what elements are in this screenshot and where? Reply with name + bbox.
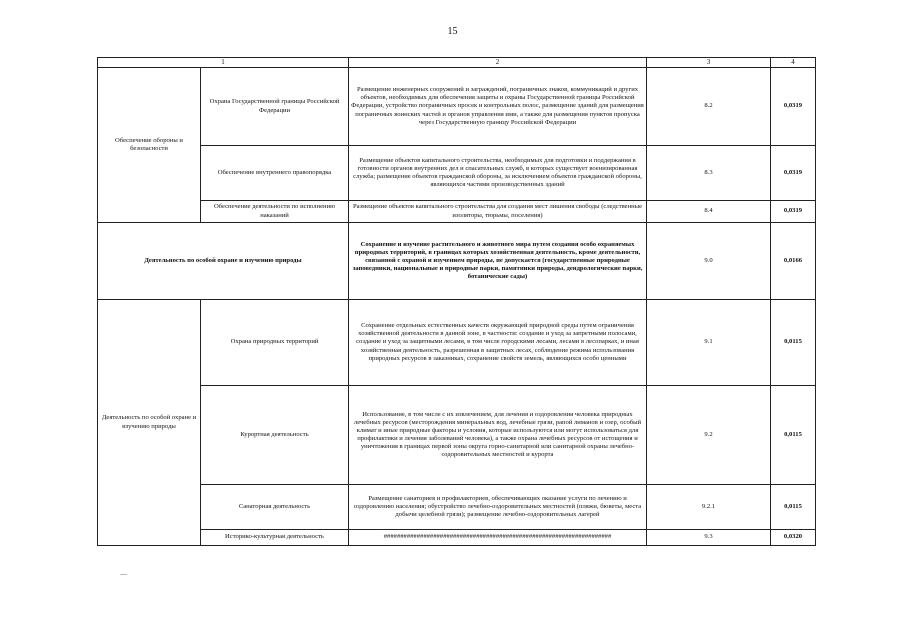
- coefficient-cell: 0,0319: [771, 68, 816, 146]
- coefficient-cell: 0,0319: [771, 201, 816, 223]
- code-cell: 8.2: [647, 68, 771, 146]
- table-row: [98, 146, 816, 201]
- header-col-3: 3: [647, 58, 771, 68]
- description-cell: Размещение объектов капитального строительства, необходимых для подготовки и поддержания в готовности органов внутренних дел и спасательных служб, в которых существует военизированная служба; размещение объектов гражданской обороны, за исключением объектов гражданской обороны, являющихся частями производственных зданий: [349, 146, 647, 201]
- coefficient-cell: 0,0115: [771, 300, 816, 386]
- header-col-4: 4: [771, 58, 816, 68]
- header-row: [98, 58, 816, 68]
- code-cell: 9.2: [647, 386, 771, 485]
- coefficient-cell: 0,0115: [771, 485, 816, 530]
- description-cell: Использование, в том числе с их извлечением, для лечения и оздоровления человека природных лечебных ресурсов (месторождения минеральных вод, лечебные грязи, рапой лиманов и озер, особый климат и иные природные факторы и условия, которые используются или могут использоваться для профилактики и лечения заболеваний человека), а также охрана лечебных ресурсов от истощения и уничтожения в границах первой зоны округа горно-санитарной или санитарной охраны лечебно-оздоровительных местностей и курорта: [349, 386, 647, 485]
- description-cell: #####################################################################: [349, 530, 647, 546]
- header-col-1: 1: [98, 58, 349, 68]
- coefficient-cell: 0,0320: [771, 530, 816, 546]
- subcategory-cell: Историко-культурная деятельность: [201, 530, 349, 546]
- table-row: [98, 68, 816, 146]
- category-cell: Обеспечение обороны и безопасности: [98, 68, 201, 223]
- code-cell: 9.0: [647, 223, 771, 300]
- header-col-2: 2: [349, 58, 647, 68]
- table-row: [98, 386, 816, 485]
- code-cell: 9.3: [647, 530, 771, 546]
- subcategory-cell: Обеспечение внутреннего правопорядка: [201, 146, 349, 201]
- subcategory-cell: Охрана природных территорий: [201, 300, 349, 386]
- scan-mark: [120, 574, 127, 575]
- coefficient-cell: 0,0115: [771, 386, 816, 485]
- table-row: [98, 201, 816, 223]
- description-cell: Сохранение и изучение растительного и животного мира путем создания особо охраняемых природных территорий, в границах которых хозяйственная деятельность, кроме деятельности, связанной с охраной и изучением природы, не допускается (государственные природные заповедники, национальные и природные парки, памятники природы, дендрологические парки, ботанические сады): [349, 223, 647, 300]
- description-cell: Размещение санаториев и профилакториев, обеспечивающих оказание услуги по лечению и оздоровлению населения; обустройство лечебно-оздоровительных местностей (пляжи, бюветы, места добычи целебной грязи); размещение лечебно-оздоровительных лагерей: [349, 485, 647, 530]
- description-cell: Размещение инженерных сооружений и заграждений, пограничных знаков, коммуникаций и других объектов, необходимых для обеспечения защиты и охраны Государственной границы Российской Федерации, устройство пограничных просек и контрольных полос, размещение зданий для размещения пограничных воинских частей и органов управления ими, а также для размещения пунктов пропуска через Государственную границу Российской Федерации: [349, 68, 647, 146]
- subcategory-cell: Охрана Государственной границы Российской Федерации: [201, 68, 349, 146]
- table-row: [98, 530, 816, 546]
- land-use-table: [97, 57, 816, 546]
- code-cell: 8.3: [647, 146, 771, 201]
- category-cell: Деятельность по особой охране и изучению природы: [98, 223, 349, 300]
- code-cell: 8.4: [647, 201, 771, 223]
- table-row: [98, 223, 816, 300]
- subcategory-cell: Курортная деятельность: [201, 386, 349, 485]
- category-cell: Деятельность по особой охране и изучению природы: [98, 300, 201, 546]
- table-row: [98, 485, 816, 530]
- coefficient-cell: 0,0166: [771, 223, 816, 300]
- subcategory-cell: Санаторная деятельность: [201, 485, 349, 530]
- code-cell: 9.1: [647, 300, 771, 386]
- code-cell: 9.2.1: [647, 485, 771, 530]
- subcategory-cell: Обеспечение деятельности по исполнению наказаний: [201, 201, 349, 223]
- coefficient-cell: 0,0319: [771, 146, 816, 201]
- description-cell: Сохранение отдельных естественных качеств окружающей природной среды путем ограничения хозяйственной деятельности в данной зоне, в частности: создание и уход за запретными полосами, создание и уход за защитными лесами, в том числе городскими лесами, лесами в лесопарках, и иная хозяйственная деятельность, разрешенная в защитных лесах, соблюдение режима использования природных ресурсов в заказниках, сохранение свойств земель, являющихся особо ценными: [349, 300, 647, 386]
- page-number: 15: [447, 26, 458, 37]
- table-row: [98, 300, 816, 386]
- description-cell: Размещение объектов капитального строительства для создания мест лишения свободы (следственные изоляторы, тюрьмы, поселения): [349, 201, 647, 223]
